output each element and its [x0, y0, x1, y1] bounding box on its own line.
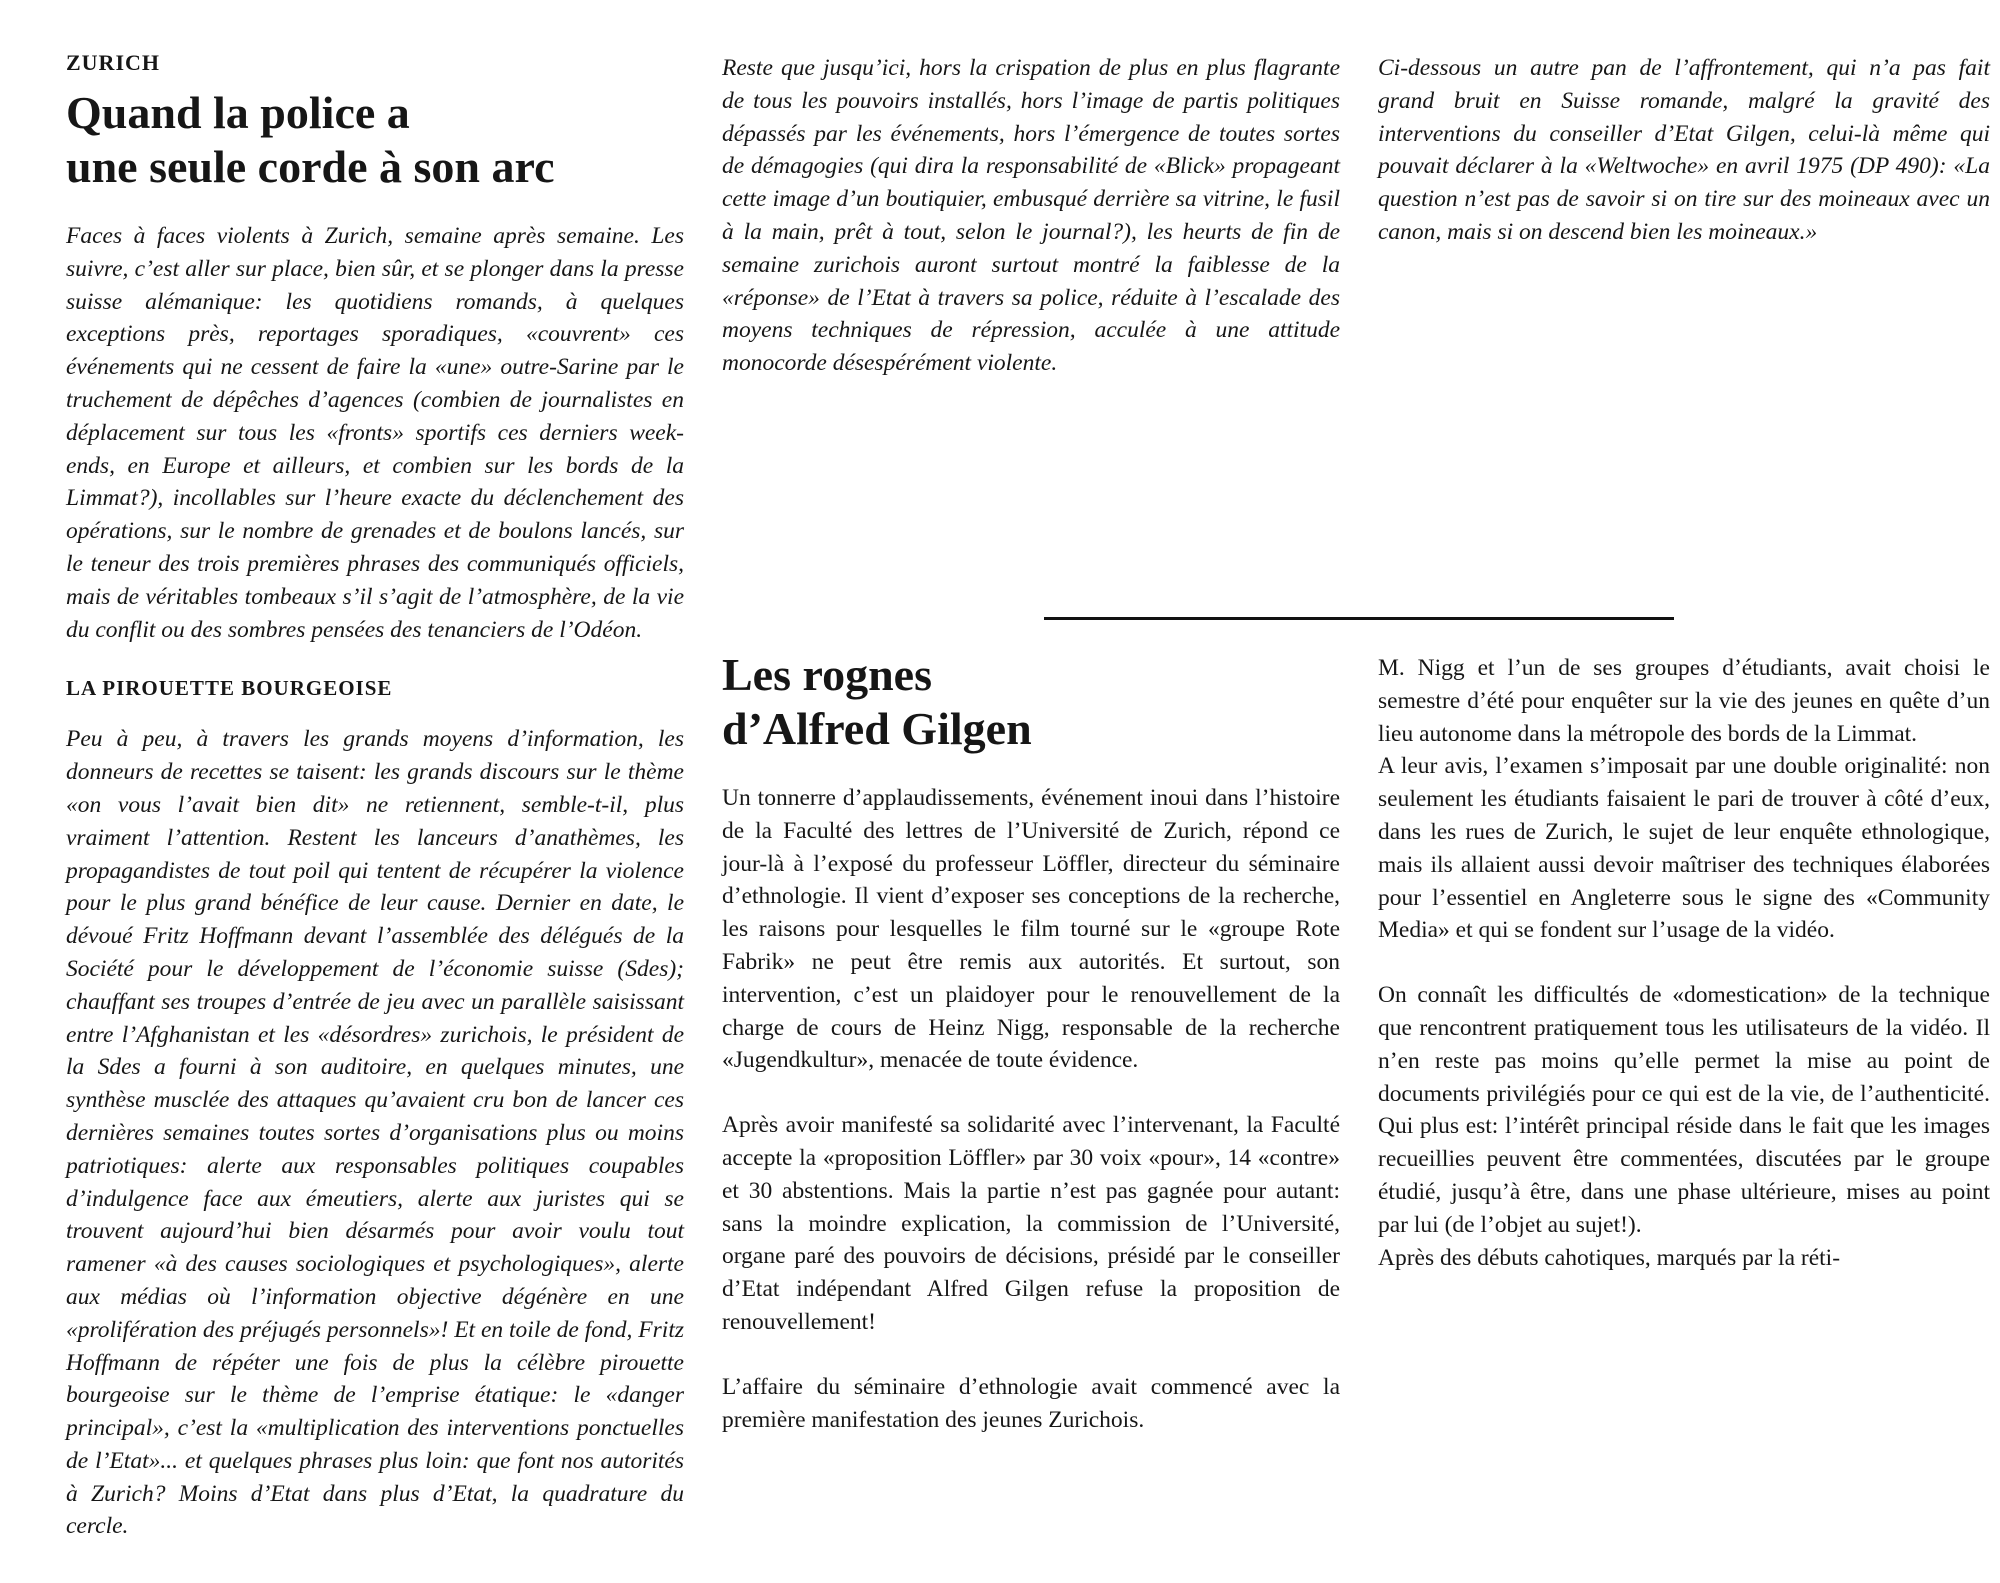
- column-2-bottom: [722, 648, 1340, 1436]
- article-2-headline: Les rognes d’Alfred Gilgen: [722, 649, 1032, 754]
- article-2-paragraph: M. Nigg et l’un de ses groupes d’étudiants, avait choisi le semestre d’été pour enquêter sur la vie des jeunes en quête d’un lieu autonome dans la métropole des bords de la Limmat.: [1378, 655, 1990, 747]
- article-2-paragraph: Après avoir manifesté sa solidarité avec l’intervenant, la Faculté accepte la «proposition Löffler» par 30 voix «pour», 14 «contre» et 30 abstentions. Mais la partie n’est pas gagnée pour autant: sans la moindre explication, la commission de l’Université, organe paré des pouvoirs de décisions, présidé par le conseiller d’Etat indépendant Alfred Gilgen refuse la proposition de renouvellement!: [722, 1112, 1340, 1335]
- article-2-paragraph: Un tonnerre d’applaudissements, événement inoui dans l’histoire de la Faculté des lettres de l’Université de Zurich, répond ce jour-là à l’exposé du professeur Löffler, directeur du séminaire d’ethnologie. Il vient d’exposer ses conceptions de la recherche, les raisons pour lesquelles le film tourné sur le «groupe Rote Fabrik» ne peut être remis aux autorités. Et surtout, son intervention, c’est un plaidoyer pour le renouvellement de la charge de cours de Heinz Nigg, responsable de la recherche «Jugendkultur», menacée de toute évidence.: [722, 785, 1340, 1074]
- column-3-bottom: [1378, 652, 1990, 1274]
- section-divider: [1044, 617, 1674, 620]
- article-1-paragraph: Peu à peu, à travers les grands moyens d’information, les donneurs de recettes se taisent: les grands discours sur le thème «on vous l’avait bien dit» ne retiennent, semble-t-il, plus vraiment l’attention. Restent les lanceurs d’anathèmes, les propagandistes de tout poil qui tentent de récupérer la violence pour le plus grand bénéfice de leur cause. Dernier en date, le dévoué Fritz Hoffmann devant l’assemblée des délégués de la Société pour le développement de l’économie suisse (Sdes); chauffant ses troupes d’entrée de jeu avec un parallèle saisissant entre l’Afghanistan et les «désordres» zurichois, le président de la Sdes a fourni à son auditoire, en quelques minutes, une synthèse musclée des attaques qu’avaient cru bon de lancer ces dernières semaines toutes sortes d’organisations plus ou moins patriotiques: alerte aux responsables politiques coupables d’indulgence face aux émeutiers, alerte aux juristes qui se trouvent aujourd’hui bien désarmés pour avoir voulu tout ramener «à des causes sociologiques et psychologiques», alerte aux médias où l’information objective dégénère en une «prolifération des préjugés personnels»! Et en toile de fond, Fritz Hoffmann de répéter une fois de plus la célèbre pirouette bourgeoise sur le thème de l’emprise étatique: le «danger principal», c’est la «multiplication des interventions ponctuelles de l’Etat»... et quelques phrases plus loin: que font nos autorités à Zurich? Moins d’Etat dans plus d’Etat, la quadrature du cercle.: [66, 726, 684, 1540]
- column-1: [66, 50, 684, 1543]
- kicker: ZURICH: [66, 50, 161, 75]
- article-2-paragraph: On connaît les difficultés de «domestication» de la technique que rencontrent pratiquement tous les utilisateurs de la vidéo. Il n’en reste pas moins qu’elle permet la mise au point de documents privilégiés pour ce qui est de la vie, de l’authenticité. Qui plus est: l’intérêt principal réside dans le fait que les images recueillies peuvent être commentées, discutées par le groupe étudié, jusqu’à être, dans une phase ultérieure, mises au point par lui (de l’objet au sujet!).: [1378, 982, 1990, 1238]
- article-1-paragraph: Ci-dessous un autre pan de l’affrontement, qui n’a pas fait grand bruit en Suisse romande, malgré la gravité des interventions du conseiller d’Etat Gilgen, celui-là même qui pouvait déclarer à la «Weltwoche» en avril 1975 (DP 490): «La question n’est pas de savoir si on tire sur des moineaux avec un canon, mais si on descend bien les moineaux.»: [1378, 55, 1990, 245]
- article-2-paragraph: L’affaire du séminaire d’ethnologie avait commencé avec la première manifestation des jeunes Zurichois.: [722, 1373, 1340, 1433]
- column-2-top: [722, 52, 1340, 380]
- subheading-pirouette: LA PIROUETTE BOURGEOISE: [66, 676, 393, 701]
- article-1-paragraph: Reste que jusqu’ici, hors la crispation de plus en plus flagrante de tous les pouvoirs installés, hors l’image de partis politiques dépassés par les événements, hors l’émergence de toutes sortes de démagogies (qui dira la responsabilité de «Blick» propageant cette image d’un boutiquier, embusqué derrière sa vitrine, le fusil à la main, prêt à tout, selon le journal?), les heurts de fin de semaine zurichois auront surtout montré la faiblesse de la «réponse» de l’Etat à travers sa police, réduite à l’escalade des moyens techniques de répression, acculée à une attitude monocorde désespérément violente.: [722, 55, 1340, 377]
- article-1-intro: Faces à faces violents à Zurich, semaine après semaine. Les suivre, c’est aller sur place, bien sûr, et se plonger dans la presse suisse alémanique: les quotidiens romands, à quelques exceptions près, reportages sporadiques, «couvrent» ces événements qui ne cessent de faire la «une» outre-Sarine par le truchement de dépêches d’agences (combien de journalistes en déplacement sur tous les «fronts» sportifs ces derniers week-ends, en Europe et ailleurs, et combien sur les bords de la Limmat?), incollables sur l’heure exacte du déclenchement des opérations, sur le nombre de grenades et de boulons lancés, sur le teneur des trois premières phrases des communiqués officiels, mais de véritables tombeaux s’il s’agit de l’atmosphère, de la vie du conflit ou des sombres pensées des tenanciers de l’Odéon.: [66, 223, 684, 643]
- column-3-top: [1378, 52, 1990, 249]
- article-2-paragraph: Après des débuts cahotiques, marqués par la réti-: [1378, 1244, 1841, 1271]
- article-1-headline: Quand la police a une seule corde à son arc: [66, 87, 555, 192]
- article-2-paragraph: A leur avis, l’examen s’imposait par une double originalité: non seulement les étudiants faisaient le pari de trouver à côté d’eux, dans les rues de Zurich, le sujet de leur enquête ethnologique, mais ils allaient aussi devoir maîtriser des techniques élaborées pour l’essentiel en Angleterre sous le signe des «Community Media» et qui se fondent sur l’usage de la vidéo.: [1378, 753, 1990, 944]
